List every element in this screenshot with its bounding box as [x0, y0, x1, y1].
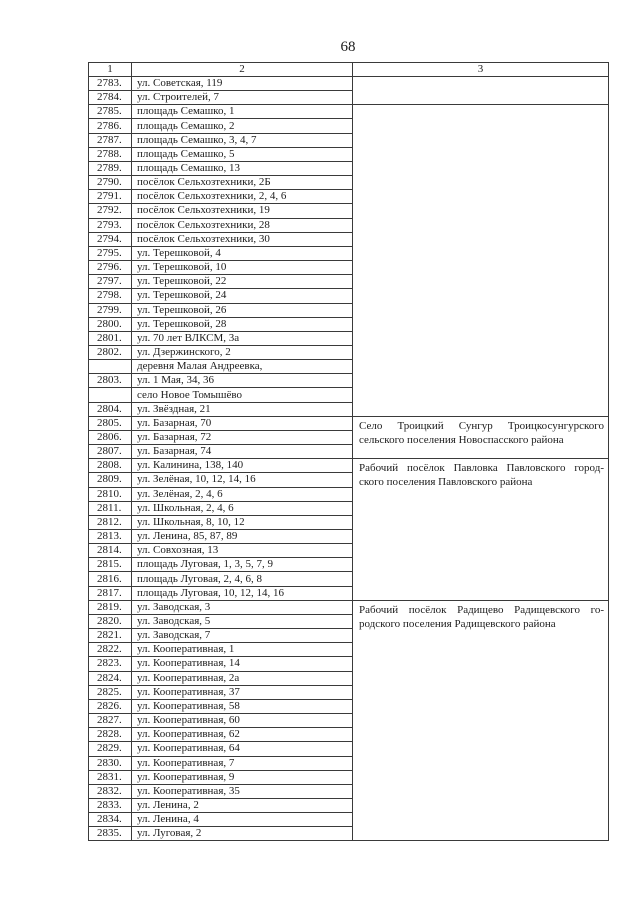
address-cell: площадь Семашко, 13 [132, 161, 353, 175]
row-number: 2803. [89, 374, 132, 388]
row-number: 2813. [89, 530, 132, 544]
header-col-3: 3 [353, 63, 609, 77]
address-cell: ул. Зелёная, 2, 4, 6 [132, 487, 353, 501]
row-number: 2784. [89, 91, 132, 105]
row-number: 2826. [89, 699, 132, 713]
settlement-cell [353, 459, 609, 601]
address-cell: ул. Школьная, 2, 4, 6 [132, 501, 353, 515]
address-cell: село Новое Томышёво [132, 388, 353, 402]
address-cell: ул. Ленина, 4 [132, 813, 353, 827]
address-cell: ул. Ленина, 2 [132, 798, 353, 812]
address-cell: ул. Калинина, 138, 140 [132, 459, 353, 473]
address-cell: ул. 1 Мая, 34, 36 [132, 374, 353, 388]
row-number: 2798. [89, 289, 132, 303]
address-cell: ул. Кооперативная, 60 [132, 714, 353, 728]
row-number: 2833. [89, 798, 132, 812]
address-cell: ул. Школьная, 8, 10, 12 [132, 515, 353, 529]
row-number: 2793. [89, 218, 132, 232]
address-cell: ул. Кооперативная, 62 [132, 728, 353, 742]
address-cell: ул. Звёздная, 21 [132, 402, 353, 416]
address-cell: ул. Заводская, 5 [132, 614, 353, 628]
address-cell: площадь Луговая, 10, 12, 14, 16 [132, 586, 353, 600]
row-number: 2820. [89, 614, 132, 628]
row-number: 2831. [89, 770, 132, 784]
address-cell: ул. Кооперативная, 58 [132, 699, 353, 713]
address-cell: посёлок Сельхозтехники, 19 [132, 204, 353, 218]
row-number: 2787. [89, 133, 132, 147]
address-cell: ул. Терешковой, 28 [132, 317, 353, 331]
table-row [89, 416, 609, 430]
row-number: 2827. [89, 714, 132, 728]
address-cell: ул. Дзержинского, 2 [132, 345, 353, 359]
table-row [89, 77, 609, 91]
row-number: 2814. [89, 544, 132, 558]
table-row [89, 600, 609, 614]
address-cell: ул. Терешковой, 26 [132, 303, 353, 317]
address-cell: ул. 70 лет ВЛКСМ, 3а [132, 331, 353, 345]
row-number: 2830. [89, 756, 132, 770]
table-body [89, 77, 609, 841]
address-cell: ул. Кооперативная, 2а [132, 671, 353, 685]
row-number: 2816. [89, 572, 132, 586]
address-cell: площадь Семашко, 5 [132, 147, 353, 161]
table-row [89, 105, 609, 119]
address-cell: ул. Терешковой, 24 [132, 289, 353, 303]
row-number: 2789. [89, 161, 132, 175]
address-cell: ул. Заводская, 7 [132, 629, 353, 643]
row-number: 2805. [89, 416, 132, 430]
table-header [89, 63, 609, 77]
address-cell: ул. Базарная, 70 [132, 416, 353, 430]
row-number: 2821. [89, 629, 132, 643]
settlement-line: родского поселения Радищевского района [359, 617, 556, 630]
row-number: 2783. [89, 77, 132, 91]
row-number: 2785. [89, 105, 132, 119]
settlement-line: ского поселения Павловского района [359, 476, 533, 489]
address-cell: площадь Луговая, 1, 3, 5, 7, 9 [132, 558, 353, 572]
row-number: 2802. [89, 345, 132, 359]
row-number: 2832. [89, 784, 132, 798]
address-cell: ул. Луговая, 2 [132, 827, 353, 841]
address-cell: ул. Совхозная, 13 [132, 544, 353, 558]
address-cell: ул. Заводская, 3 [132, 600, 353, 614]
row-number: 2799. [89, 303, 132, 317]
settlement-cell [353, 77, 609, 105]
address-cell: ул. Зелёная, 10, 12, 14, 16 [132, 473, 353, 487]
row-number: 2794. [89, 232, 132, 246]
row-number: 2809. [89, 473, 132, 487]
address-cell: ул. Ленина, 85, 87, 89 [132, 530, 353, 544]
row-number: 2815. [89, 558, 132, 572]
row-number: 2790. [89, 176, 132, 190]
row-number: 2808. [89, 459, 132, 473]
row-number: 2823. [89, 657, 132, 671]
address-cell: ул. Терешковой, 4 [132, 246, 353, 260]
row-number: 2828. [89, 728, 132, 742]
row-number: 2825. [89, 685, 132, 699]
row-number: 2817. [89, 586, 132, 600]
address-cell: посёлок Сельхозтехники, 2, 4, 6 [132, 190, 353, 204]
address-cell: ул. Кооперативная, 14 [132, 657, 353, 671]
address-cell: ул. Кооперативная, 37 [132, 685, 353, 699]
row-number: 2807. [89, 445, 132, 459]
row-number [89, 388, 132, 402]
address-cell: ул. Базарная, 72 [132, 430, 353, 444]
row-number: 2810. [89, 487, 132, 501]
address-cell: площадь Луговая, 2, 4, 6, 8 [132, 572, 353, 586]
row-number [89, 360, 132, 374]
header-row [89, 63, 609, 77]
row-number: 2801. [89, 331, 132, 345]
row-number: 2800. [89, 317, 132, 331]
address-cell: ул. Терешковой, 10 [132, 261, 353, 275]
row-number: 2835. [89, 827, 132, 841]
address-cell: ул. Кооперативная, 9 [132, 770, 353, 784]
address-cell: ул. Кооперативная, 1 [132, 643, 353, 657]
row-number: 2791. [89, 190, 132, 204]
row-number: 2806. [89, 430, 132, 444]
address-cell: ул. Советская, 119 [132, 77, 353, 91]
settlement-cell [353, 600, 609, 841]
address-table [88, 62, 609, 841]
row-number: 2819. [89, 600, 132, 614]
row-number: 2788. [89, 147, 132, 161]
row-number: 2786. [89, 119, 132, 133]
header-col-2: 2 [132, 63, 353, 77]
row-number: 2792. [89, 204, 132, 218]
page-number: 68 [340, 39, 356, 55]
address-cell: посёлок Сельхозтехники, 28 [132, 218, 353, 232]
row-number: 2797. [89, 275, 132, 289]
settlement-line: Рабочий посёлок Радищево Радищевского го- [359, 603, 604, 616]
address-cell: ул. Строителей, 7 [132, 91, 353, 105]
row-number: 2834. [89, 813, 132, 827]
row-number: 2804. [89, 402, 132, 416]
address-cell: площадь Семашко, 3, 4, 7 [132, 133, 353, 147]
header-col-1: 1 [89, 63, 132, 77]
address-cell: ул. Базарная, 74 [132, 445, 353, 459]
row-number: 2811. [89, 501, 132, 515]
address-cell: площадь Семашко, 2 [132, 119, 353, 133]
settlement-line: Рабочий посёлок Павловка Павловского город- [359, 462, 604, 475]
address-cell: ул. Кооперативная, 64 [132, 742, 353, 756]
row-number: 2796. [89, 261, 132, 275]
settlement-cell [353, 105, 609, 416]
settlement-line: Село Троицкий Сунгур Троицкосунгурского [359, 419, 604, 432]
address-cell: деревня Малая Андреевка, [132, 360, 353, 374]
row-number: 2824. [89, 671, 132, 685]
row-number: 2829. [89, 742, 132, 756]
row-number: 2812. [89, 515, 132, 529]
address-cell: ул. Кооперативная, 7 [132, 756, 353, 770]
address-cell: площадь Семашко, 1 [132, 105, 353, 119]
settlement-cell [353, 416, 609, 458]
address-cell: ул. Терешковой, 22 [132, 275, 353, 289]
address-cell: посёлок Сельхозтехники, 30 [132, 232, 353, 246]
address-cell: ул. Кооперативная, 35 [132, 784, 353, 798]
table-row [89, 459, 609, 473]
address-cell: посёлок Сельхозтехники, 2Б [132, 176, 353, 190]
settlement-line: сельского поселения Новоспасского района [359, 433, 564, 446]
row-number: 2822. [89, 643, 132, 657]
row-number: 2795. [89, 246, 132, 260]
